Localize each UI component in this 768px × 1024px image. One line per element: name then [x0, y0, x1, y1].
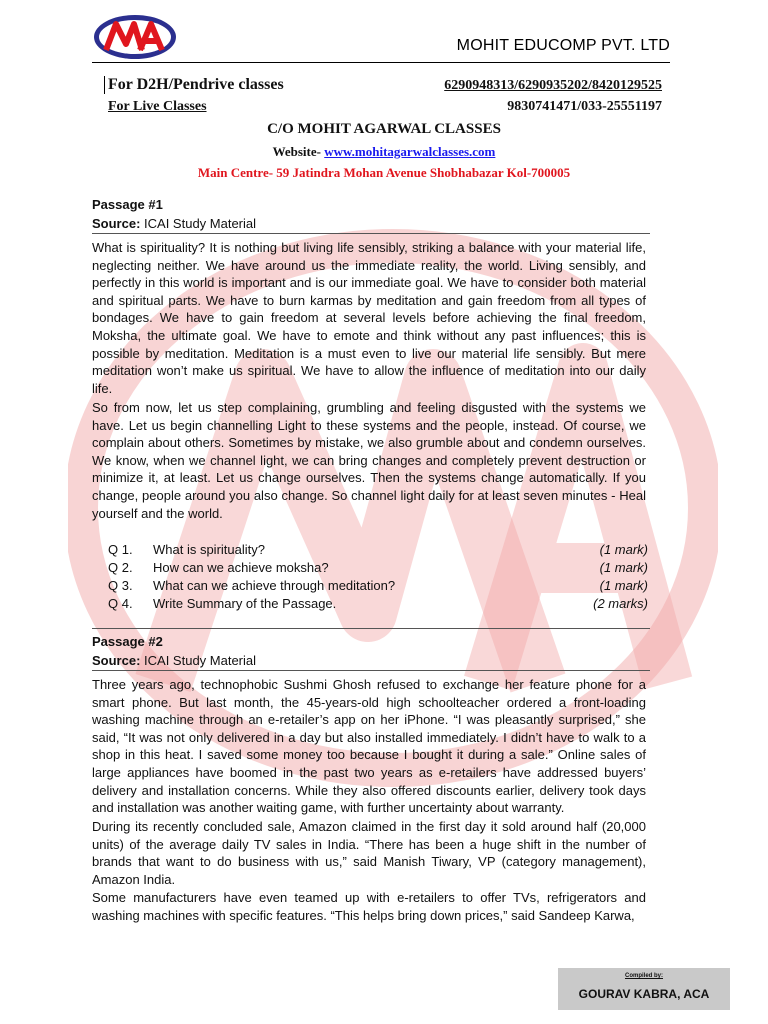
- question-text: What can we achieve through meditation?: [153, 578, 396, 593]
- company-logo: [92, 13, 178, 61]
- header-divider: [92, 62, 670, 63]
- passage2-title: Passage #2: [92, 634, 163, 649]
- website-label: Website-: [272, 144, 321, 159]
- passage1-divider: [92, 233, 650, 234]
- question-number: Q 4.: [108, 596, 133, 611]
- question-marks: (1 mark): [599, 560, 648, 575]
- passage1-paragraph-1: What is spirituality? It is nothing but living life sensibly, striking a balance with your material life, neglecting neither. We have around us the immediate reality, the world. Living sensibly, and perfectly in this world is important and is our immediate goal. We have to consider both material and spiritual parts. We have to burn karmas by meditation and gain freedom from all types of bondages. We have to gain freedom at several levels before achieving the final freedom, Moksha, the ultimate goal. We have to emote and think without any past influences; this is possible by meditation. Meditation is a must even to live our material life sensibly. But mere meditation won’t make us spiritual. We have to allow the influence of meditation into our daily life.: [92, 240, 646, 396]
- passage2-source-value: ICAI Study Material: [144, 653, 257, 668]
- question-text: Write Summary of the Passage.: [153, 596, 337, 611]
- question-number: Q 1.: [108, 542, 133, 557]
- question-text: How can we achieve moksha?: [153, 560, 329, 575]
- passage1-title: Passage #1: [92, 197, 163, 212]
- main-centre-address: Main Centre- 59 Jatindra Mohan Avenue Shobhabazar Kol-700005: [197, 165, 571, 180]
- question-item: [108, 559, 648, 577]
- center-title: C/O MOHIT AGARWAL CLASSES: [267, 121, 501, 137]
- passage2-paragraph-3: Some manufacturers have even teamed up with e-retailers to offer TVs, refrigerators and washing machines with specific features. “This helps bring down prices,” said Sandeep Karwa,: [92, 890, 646, 923]
- question-item: [108, 577, 648, 595]
- d2h-phones: 6290948313/6290935202/8420129525: [444, 78, 662, 93]
- question-marks: (1 mark): [599, 578, 648, 593]
- passage1-source-label: Source:: [92, 216, 141, 231]
- passage1-header: [92, 195, 256, 233]
- question-number: Q 3.: [108, 578, 133, 593]
- passage2-source-label: Source:: [92, 653, 141, 668]
- live-classes-label: For Live Classes: [108, 99, 207, 114]
- compiled-by-label: Compiled by:: [624, 973, 663, 979]
- question-item: [108, 595, 648, 613]
- passage2-paragraph-2: During its recently concluded sale, Amazon claimed in the first day it sold around half (20,000 units) of the average daily TV sales in India. “There has been a huge shift in the number of brands that want to do business with us,” said Manish Tiwary, VP (category management), Amazon India.: [92, 819, 646, 887]
- passage-separator: [92, 628, 650, 629]
- compiled-by-box: [558, 968, 730, 1010]
- question-text: What is spirituality?: [153, 542, 265, 557]
- passage2-paragraph-1: Three years ago, technophobic Sushmi Ghosh refused to exchange her feature phone for a smart phone. But last month, the 45-years-old high schoolteacher ordered a front-loading washing machine through an e-retailer’s app on her iPhone. “I was pleasantly surprised,” she said, “It was not only delivered in a day but also installed immediately. I didn’t have to walk to a shop in this heat. I saved some money too because I bought it during a sale.” Online sales of large appliances have boomed in the past two years as e-retailers have addressed buyers’ delivery and installation concerns. While they also offered discounts earlier, delivery took days and installation was another waiting game, with further uncertainty about warranty.: [92, 677, 646, 816]
- d2h-label: For D2H/Pendrive classes: [104, 76, 284, 94]
- question-item: [108, 541, 648, 559]
- question-marks: (2 marks): [593, 596, 648, 611]
- compiler-name: GOURAV KABRA, ACA: [578, 987, 710, 1001]
- passage1-paragraph-2: So from now, let us step complaining, grumbling and feeling disgusted with the systems we have. Let us begin channelling Light to these systems and the people, instead. Of course, we complain about others. Sometimes by mistake, we also grumble about and condemn ourselves. We know, when we channel light, we can bring changes and completely prevent destruction or minimize it, at least. Let us change ourselves. Then the systems change automatically. If you change, people around you also change. So channel light daily for at least seven minutes - Heal yourself and the world.: [92, 400, 646, 521]
- company-name: MOHIT EDUCOMP PVT. LTD: [456, 37, 670, 54]
- question-number: Q 2.: [108, 560, 133, 575]
- website-link[interactable]: www.mohitagarwalclasses.com: [324, 144, 496, 159]
- live-classes-phones: 9830741471/033-25551197: [507, 99, 662, 114]
- passage1-questions: [108, 541, 648, 613]
- passage2-header: [92, 632, 256, 670]
- question-marks: (1 mark): [599, 542, 648, 557]
- passage1-source-value: ICAI Study Material: [144, 216, 257, 231]
- website-line: [0, 144, 768, 160]
- passage2-divider: [92, 670, 650, 671]
